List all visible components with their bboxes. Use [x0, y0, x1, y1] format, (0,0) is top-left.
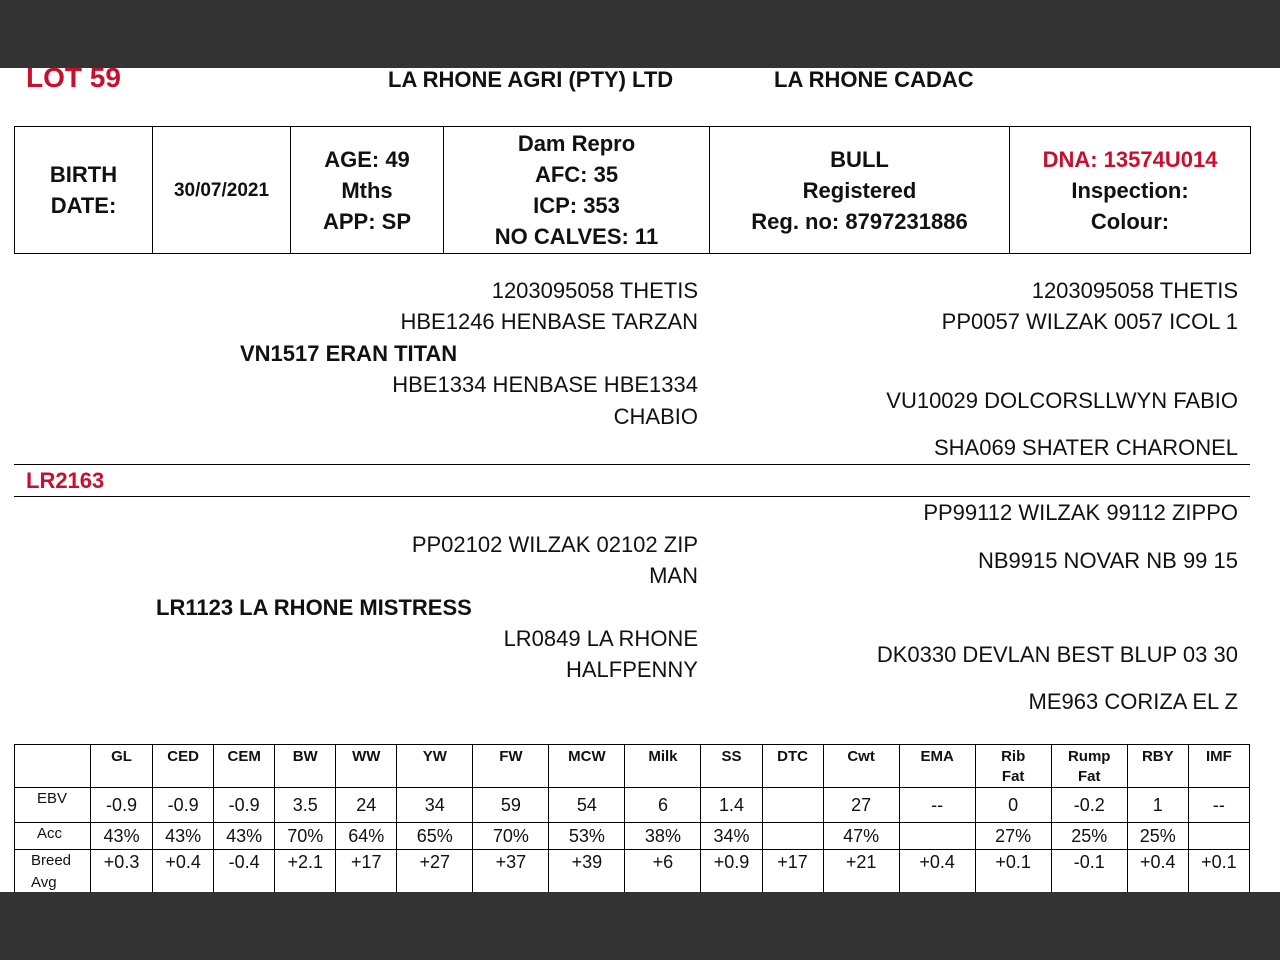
divider-line: [14, 464, 1250, 465]
breed-avg-row: [15, 850, 1250, 895]
ebv-cell: +0.9: [701, 850, 762, 895]
ebv-cell: 34%: [701, 823, 762, 850]
colour-label: Colour:: [1090, 208, 1170, 234]
acc-row: [15, 823, 1250, 850]
top-dark-frame: [0, 0, 1280, 68]
pedigree-sire-sire-name: HBE1246 HENBASE TARZAN: [400, 309, 698, 334]
ebv-cell: 27: [823, 788, 899, 823]
ebv-column-header: BW: [275, 745, 336, 788]
ebv-cell: 1.4: [701, 788, 762, 823]
ebv-cell: +27: [397, 850, 473, 895]
ebv-column-header: SS: [701, 745, 762, 788]
ebv-cell: [1188, 823, 1249, 850]
birth-date-cell: [153, 127, 291, 254]
dna-value: DNA: 13574U014: [1042, 146, 1218, 172]
ebv-cell: 0: [975, 788, 1051, 823]
ebv-cell: 43%: [91, 823, 153, 850]
ebv-column-header: Cwt: [823, 745, 899, 788]
pedigree-ssd: PP0057 WILZAK 0057 ICOL 1: [941, 309, 1238, 334]
ebv-cell: 25%: [1127, 823, 1188, 850]
ebv-corner-cell: [15, 745, 91, 788]
ebv-cell: +0.4: [153, 850, 214, 895]
ebv-cell: +6: [625, 850, 701, 895]
ebv-cell: 65%: [397, 823, 473, 850]
ebv-cell: -0.9: [214, 788, 275, 823]
ebv-column-header: CEM: [214, 745, 275, 788]
ebv-cell: 34: [397, 788, 473, 823]
ebv-cell: -0.2: [1051, 788, 1127, 823]
age-cell: [291, 127, 444, 254]
ebv-cell: --: [899, 788, 975, 823]
bottom-dark-frame: [0, 892, 1280, 960]
ebv-cell: +0.1: [1188, 850, 1249, 895]
pedigree-dss: PP99112 WILZAK 99112 ZIPPO: [923, 500, 1238, 525]
ebv-column-header: WW: [336, 745, 397, 788]
ebv-cell: --: [1188, 788, 1249, 823]
calves-value: NO CALVES: 11: [494, 224, 659, 249]
ebv-cell: 59: [473, 788, 549, 823]
ebv-cell: 54: [549, 788, 625, 823]
pedigree-sire-sire: 1203095058 THETIS: [491, 278, 698, 303]
reg-number: Reg. no: 8797231886: [751, 208, 968, 234]
ebv-cell: 27%: [975, 823, 1051, 850]
ebv-cell: -0.1: [1051, 850, 1127, 895]
ebv-column-header: Rib Fat: [975, 745, 1051, 788]
ebv-cell: +17: [762, 850, 823, 895]
afc-value: AFC: 35: [534, 162, 619, 187]
company-name: LA RHONE AGRI (PTY) LTD: [388, 67, 674, 92]
pedigree-sire-dam-line2: CHABIO: [613, 404, 698, 429]
ebv-column-header: GL: [91, 745, 153, 788]
ebv-cell: +39: [549, 850, 625, 895]
birth-date-value: 30/07/2021: [173, 179, 270, 201]
animal-info-table: [14, 126, 1251, 254]
icp-value: ICP: 353: [533, 193, 620, 218]
ebv-cell: 1: [1127, 788, 1188, 823]
ebv-cell: 25%: [1051, 823, 1127, 850]
dam-repro-cell: [444, 127, 710, 254]
pedigree-ddd: ME963 CORIZA EL Z: [1028, 689, 1238, 714]
pedigree-sdd: SHA069 SHATER CHARONEL: [933, 435, 1238, 460]
pedigree-dam-dam-line2: HALFPENNY: [565, 657, 698, 682]
ebv-cell: +0.4: [1127, 850, 1188, 895]
ebv-cell: -0.9: [91, 788, 153, 823]
divider-line: [14, 496, 1250, 497]
ebv-cell: +0.4: [899, 850, 975, 895]
ebv-cell: 24: [336, 788, 397, 823]
farm-name: LA RHONE CADAC: [774, 67, 974, 92]
ebv-column-header: CED: [153, 745, 214, 788]
birth-date-label-cell: [15, 127, 153, 254]
ebv-column-header: Milk: [625, 745, 701, 788]
age-value: AGE: 49: [324, 146, 410, 172]
pedigree-dam: LR1123 LA RHONE MISTRESS: [156, 595, 472, 620]
ebv-cell: [762, 823, 823, 850]
pedigree-dam-sire-line1: PP02102 WILZAK 02102 ZIP: [411, 532, 698, 557]
birth-label: BIRTH: [49, 162, 118, 187]
ebv-cell: +2.1: [275, 850, 336, 895]
registered-status: Registered: [802, 177, 917, 203]
ebv-cell: +37: [473, 850, 549, 895]
app-value: APP: SP: [322, 208, 412, 234]
ebv-cell: +17: [336, 850, 397, 895]
ebv-header-row: [15, 745, 1250, 788]
sex-value: BULL: [830, 146, 889, 172]
ebv-cell: 70%: [473, 823, 549, 850]
ebv-row-label: EBV: [15, 788, 91, 823]
date-label: DATE:: [50, 193, 117, 218]
acc-row-label: Acc: [15, 823, 91, 850]
ebv-cell: 64%: [336, 823, 397, 850]
ebv-cell: +0.1: [975, 850, 1051, 895]
ebv-row: [15, 788, 1250, 823]
registration-cell: [710, 127, 1010, 254]
ebv-column-header: MCW: [549, 745, 625, 788]
ebv-cell: -0.4: [214, 850, 275, 895]
pedigree-sss: 1203095058 THETIS: [1031, 278, 1238, 303]
ebv-table: [14, 744, 1250, 895]
pedigree-dsd: NB9915 NOVAR NB 99 15: [977, 548, 1238, 573]
ebv-cell: [899, 823, 975, 850]
animal-id: LR2163: [26, 468, 105, 493]
ebv-cell: 53%: [549, 823, 625, 850]
ebv-cell: 47%: [823, 823, 899, 850]
pedigree-sire: VN1517 ERAN TITAN: [240, 341, 458, 366]
age-unit: Mths: [341, 177, 393, 203]
ebv-cell: +0.3: [91, 850, 153, 895]
ebv-column-header: YW: [397, 745, 473, 788]
ebv-column-header: RBY: [1127, 745, 1188, 788]
pedigree-dam-dam-line1: LR0849 LA RHONE: [503, 626, 698, 651]
ebv-column-header: Rump Fat: [1051, 745, 1127, 788]
ebv-cell: 38%: [625, 823, 701, 850]
ebv-cell: +21: [823, 850, 899, 895]
ebv-cell: 43%: [153, 823, 214, 850]
pedigree-dds: DK0330 DEVLAN BEST BLUP 03 30: [876, 642, 1238, 667]
ebv-column-header: EMA: [899, 745, 975, 788]
ebv-column-header: IMF: [1188, 745, 1249, 788]
pedigree-dam-sire-line2: MAN: [649, 563, 698, 588]
dna-cell: [1010, 127, 1251, 254]
pedigree-sds: VU10029 DOLCORSLLWYN FABIO: [886, 388, 1238, 413]
pedigree-sire-dam-line1: HBE1334 HENBASE HBE1334: [392, 372, 698, 397]
dam-repro-label: Dam Repro: [517, 131, 636, 156]
ebv-cell: 43%: [214, 823, 275, 850]
ebv-column-header: FW: [473, 745, 549, 788]
ebv-cell: 6: [625, 788, 701, 823]
ebv-cell: -0.9: [153, 788, 214, 823]
ebv-column-header: DTC: [762, 745, 823, 788]
ebv-cell: [762, 788, 823, 823]
lot-number: LOT 59: [26, 62, 121, 93]
inspection-label: Inspection:: [1071, 177, 1189, 203]
ebv-cell: 3.5: [275, 788, 336, 823]
breed-avg-row-label: Breed Avg: [15, 850, 91, 895]
ebv-cell: 70%: [275, 823, 336, 850]
